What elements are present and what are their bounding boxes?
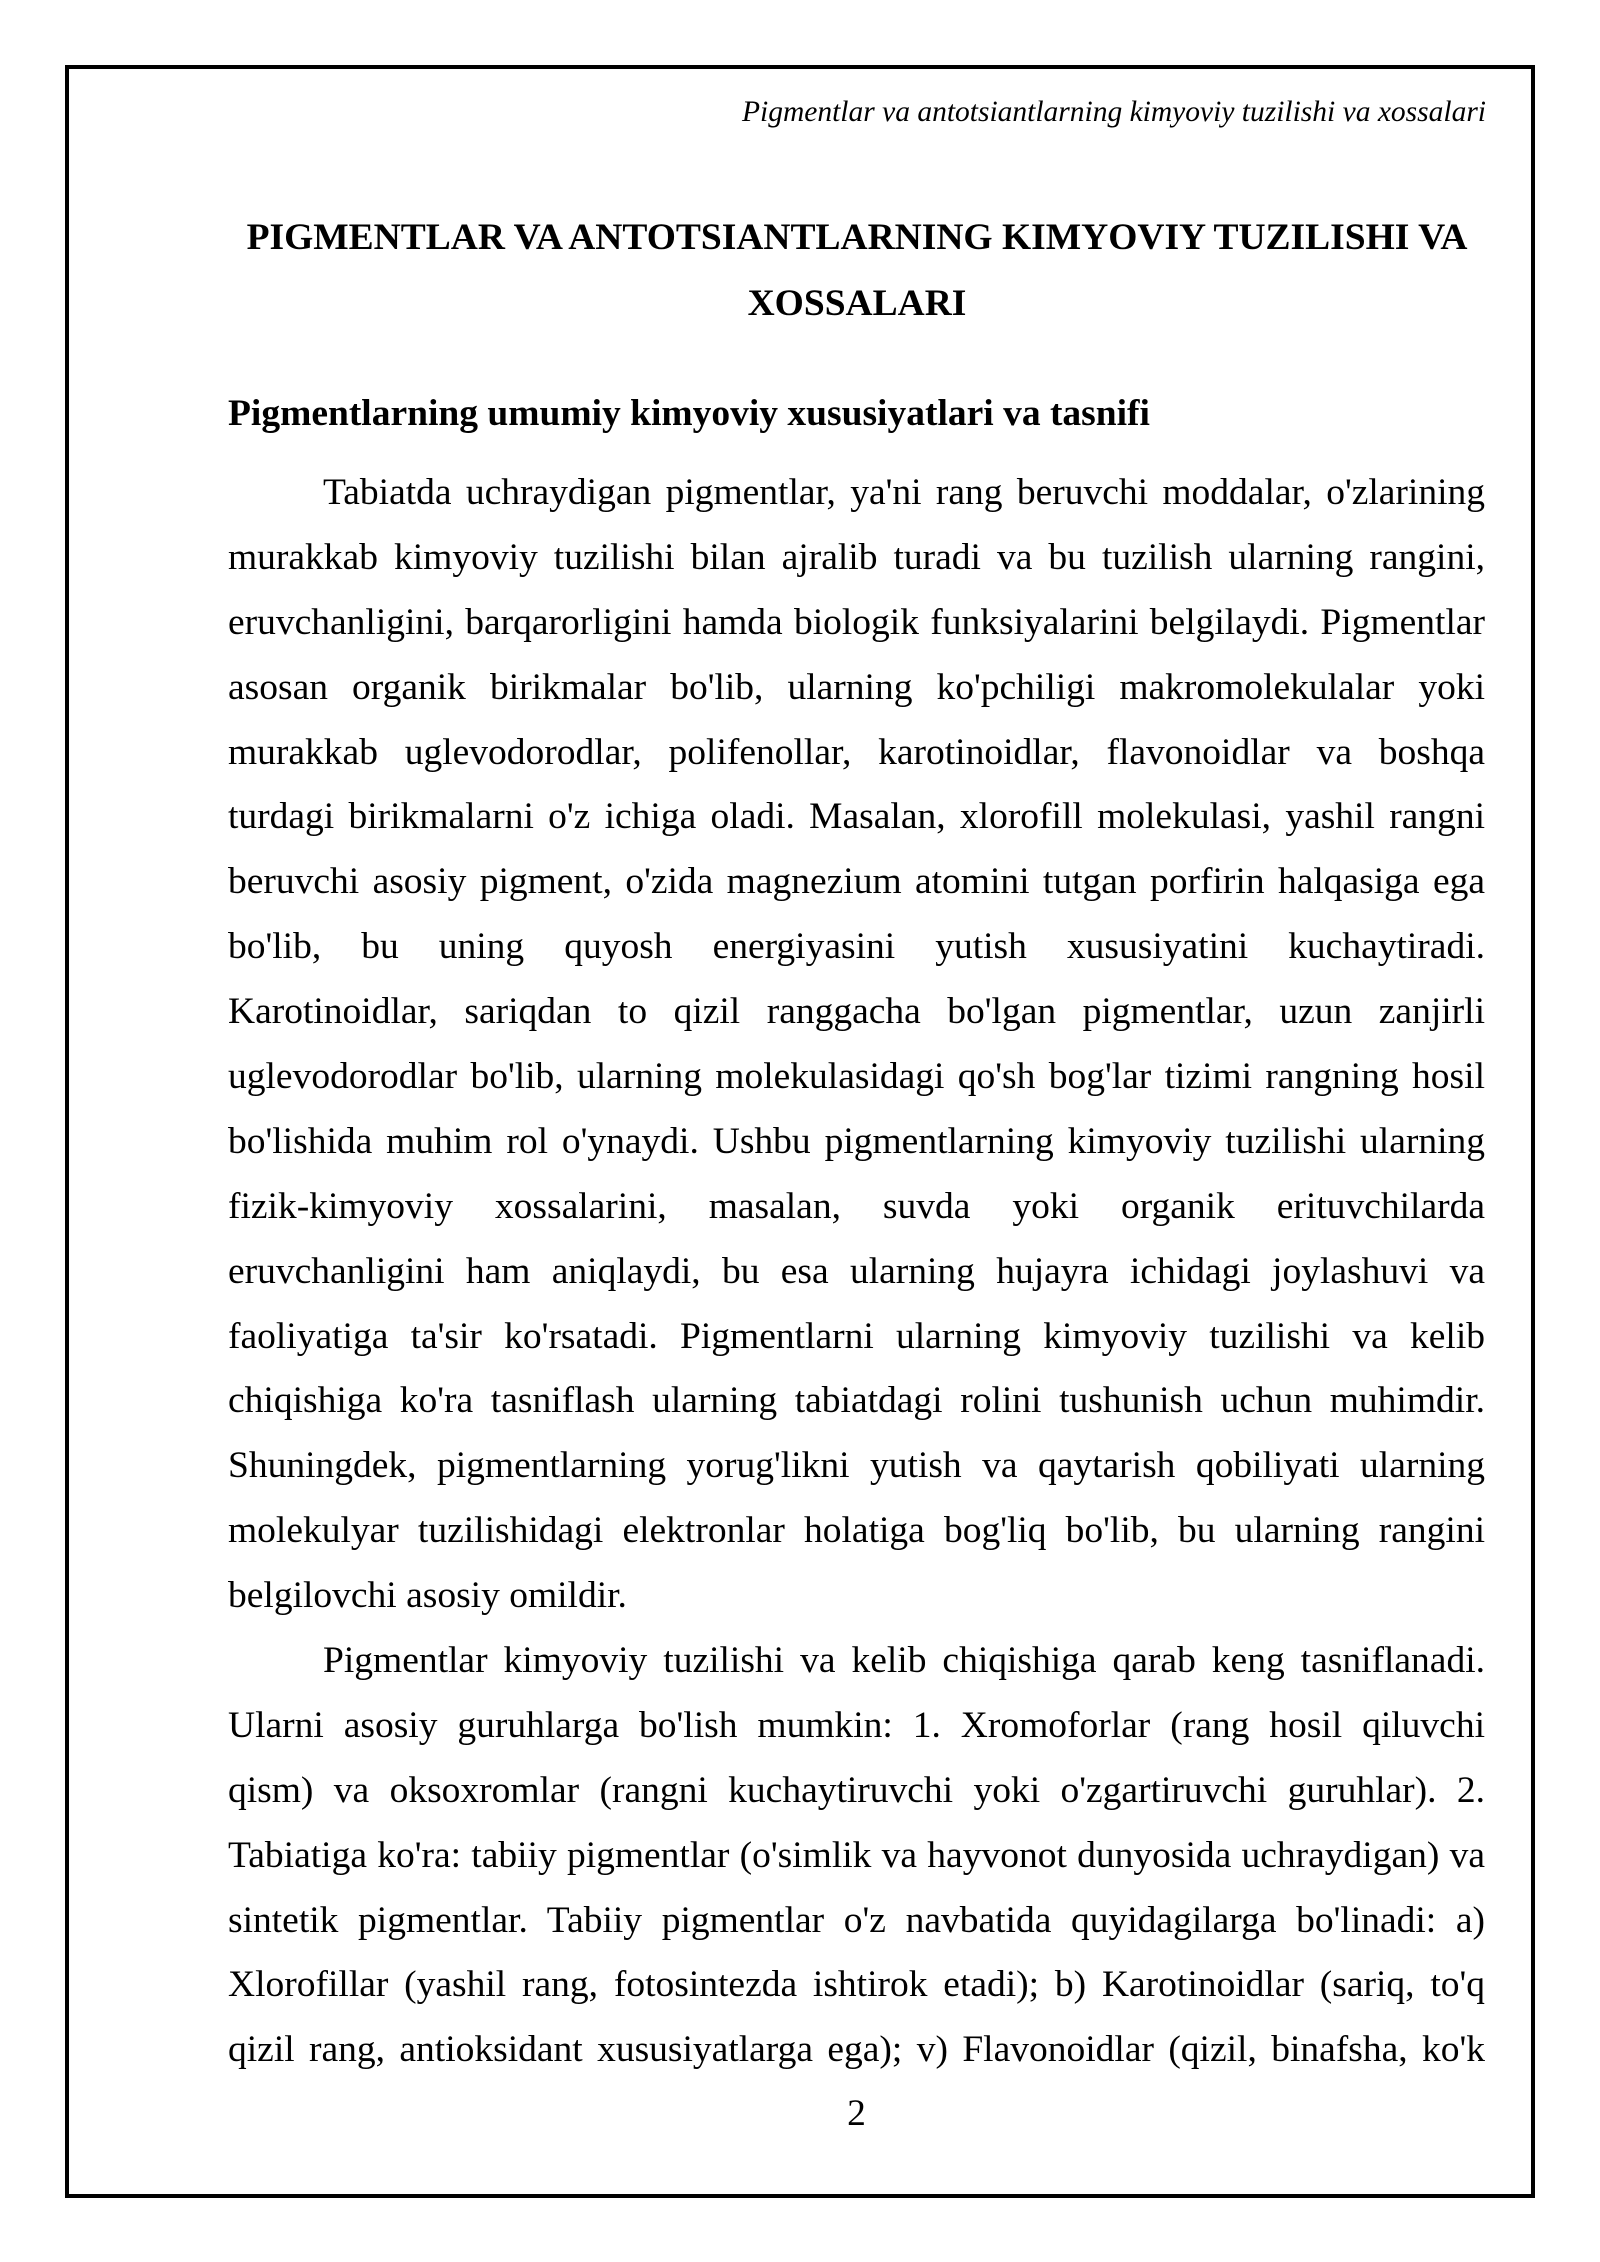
paragraph-line: chiqishiga ko'ra tasniflash ularning tabiatdagi rolini tushunish uchun muhimdir. — [228, 1380, 1485, 1422]
paragraph-1 — [228, 461, 1485, 1629]
paragraph-line: Shuningdek, pigmentlarning yorug'likni yutish va qaytarish qobiliyati ularning — [228, 1445, 1485, 1487]
paragraph-line: molekulyar tuzilishidagi elektronlar holatiga bog'liq bo'lib, bu ularning rangini — [228, 1510, 1485, 1552]
paragraph-line: Tabiatda uchraydigan pigmentlar, ya'ni rang beruvchi moddalar, o'zlarining — [323, 472, 1485, 513]
body-text — [228, 461, 1485, 2083]
paragraph-line: belgilovchi asosiy omildir. — [228, 1575, 627, 1617]
paragraph-line: sintetik pigmentlar. Tabiiy pigmentlar o'z navbatida quyidagilarga bo'linadi: a) — [228, 1899, 1485, 1941]
paragraph-line: faoliyatiga ta'sir ko'rsatadi. Pigmentlarni ularning kimyoviy tuzilishi va kelib — [228, 1315, 1485, 1357]
paragraph-line: beruvchi asosiy pigment, o'zida magnezium atomini tutgan porfirin halqasiga ega — [228, 861, 1485, 903]
paragraph-line: murakkab uglevodorodlar, polifenollar, karotinoidlar, flavonoidlar va boshqa — [228, 731, 1485, 773]
paragraph-line: bo'lishida muhim rol o'ynaydi. Ushbu pigmentlarning kimyoviy tuzilishi ularning — [228, 1120, 1485, 1162]
running-header: Pigmentlar va antotsiantlarning kimyoviy tuzilishi va xossalari — [742, 96, 1486, 128]
paragraph-line: Tabiatiga ko'ra: tabiiy pigmentlar (o'simlik va hayvonot dunyosida uchraydigan) va — [228, 1834, 1485, 1876]
paragraph-line: eruvchanligini ham aniqlaydi, bu esa ularning hujayra ichidagi joylashuvi va — [228, 1250, 1485, 1292]
section-heading: Pigmentlarning umumiy kimyoviy xususiyatlari va tasnifi — [228, 393, 1150, 434]
paragraph-line: eruvchanligini, barqarorligini hamda biologik funksiyalarini belgilaydi. Pigmentlar — [228, 601, 1485, 643]
document-title: PIGMENTLAR VA ANTOTSIANTLARNING KIMYOVIY TUZILISHI VA XOSSALARI — [246, 217, 1468, 324]
paragraph-line: qizil rang, antioksidant xususiyatlarga ega); v) Flavonoidlar (qizil, binafsha, ko'k — [228, 2029, 1485, 2071]
paragraph-line: uglevodorodlar bo'lib, ularning molekulasidagi qo'sh bog'lar tizimi rangning hosil — [228, 1056, 1485, 1098]
paragraph-line: Karotinoidlar, sariqdan to qizil ranggacha bo'lgan pigmentlar, uzun zanjirli — [228, 991, 1485, 1033]
paragraph-line: qism) va oksoxromlar (rangni kuchaytiruvchi yoki o'zgartiruvchi guruhlar). 2. — [228, 1769, 1485, 1811]
paragraph-line: bo'lib, bu uning quyosh energiyasini yutish xususiyatini kuchaytiradi. — [228, 926, 1485, 968]
paragraph-2 — [228, 1629, 1485, 2083]
paragraph-line: Ularni asosiy guruhlarga bo'lish mumkin: 1. Xromoforlar (rang hosil qiluvchi — [228, 1704, 1485, 1746]
paragraph-line: fizik-kimyoviy xossalarini, masalan, suvda yoki organik erituvchilarda — [228, 1185, 1485, 1227]
paragraph-line: turdagi birikmalarni o'z ichiga oladi. Masalan, xlorofill molekulasi, yashil rangni — [228, 796, 1485, 838]
page-number: 2 — [847, 2093, 866, 2134]
paragraph-line: murakkab kimyoviy tuzilishi bilan ajralib turadi va bu tuzilish ularning rangini, — [228, 536, 1485, 578]
paragraph-line: Xlorofillar (yashil rang, fotosintezda ishtirok etadi); b) Karotinoidlar (sariq, to'q — [228, 1964, 1485, 2006]
paragraph-line: asosan organik birikmalar bo'lib, ularning ko'pchiligi makromolekulalar yoki — [228, 666, 1485, 708]
paragraph-line: Pigmentlar kimyoviy tuzilishi va kelib chiqishiga qarab keng tasniflanadi. — [323, 1640, 1485, 1682]
